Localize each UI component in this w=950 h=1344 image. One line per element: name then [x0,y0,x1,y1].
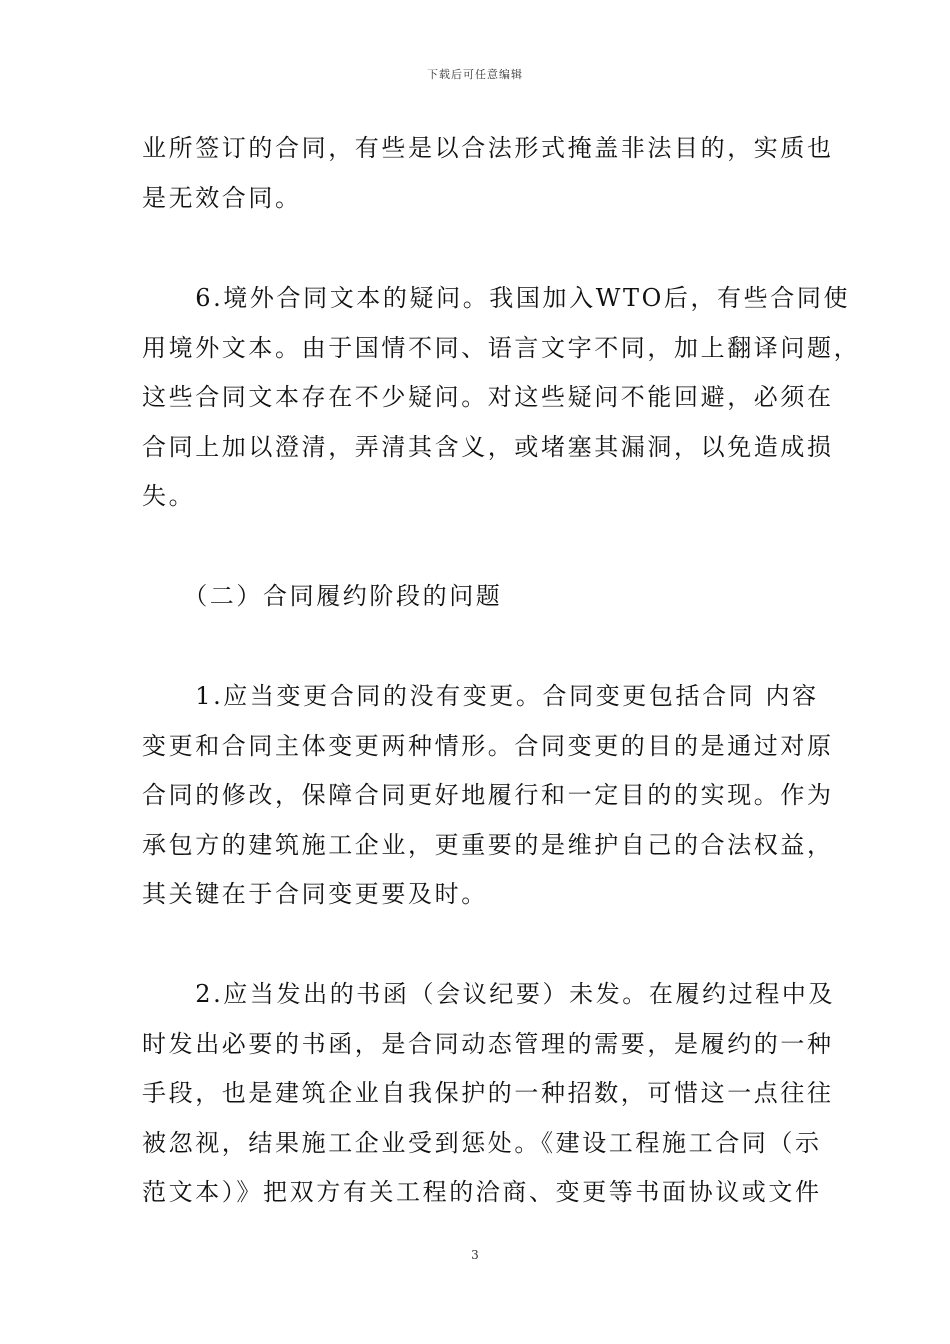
text-line: 范文本）》把双方有关工程的洽商、变更等书面协议或文件 [142,1178,822,1206]
text-line: 手段，也是建筑企业自我保护的一种招数，可惜这一点往往 [142,1079,834,1107]
text-line: 6.境外合同文本的疑问。我国加入WTO后，有些合同使 [142,284,851,312]
text-line: 1.应当变更合同的没有变更。合同变更包括合同 内容 [142,682,819,710]
text-line: 时发出必要的书函，是合同动态管理的需要，是履约的一种 [142,1029,834,1058]
text-line: 被忽视，结果施工企业受到惩处。《建设工程施工合同（示 [142,1128,822,1157]
text-line: 承包方的建筑施工企业，更重要的是维护自己的合法权益， [142,830,834,859]
text-line: 合同上加以澄清，弄清其含义，或堵塞其漏洞，以免造成损 [142,432,834,461]
text-line: 失。 [142,482,196,510]
text-line: 这些合同文本存在不少疑问。对这些疑问不能回避，必须在 [142,383,834,411]
text-line: 是无效合同。 [142,183,302,212]
paragraph-4 [142,970,836,1218]
page-number: 3 [471,1248,479,1262]
paragraph-1 [142,124,834,223]
page-header: 下载后可任意编辑 [427,68,523,81]
text-line: 业所签订的合同，有些是以合法形式掩盖非法目的，实质也 [142,134,834,162]
paragraph-2 [142,274,861,522]
paragraph-3 [142,672,834,920]
text-line: （二）合同履约阶段的问题 [142,582,503,610]
text-line: 变更和合同主体变更两种情形。合同变更的目的是通过对原 [142,731,834,760]
section-heading [142,572,822,622]
text-line: 2.应当发出的书函（会议纪要）未发。在履约过程中及 [142,980,836,1008]
text-line: 用境外文本。由于国情不同、语言文字不同，加上翻译问题， [142,333,861,362]
text-line: 其关键在于合同变更要及时。 [142,880,488,908]
text-line: 合同的修改，保障合同更好地履行和一定目的的实现。作为 [142,781,834,809]
